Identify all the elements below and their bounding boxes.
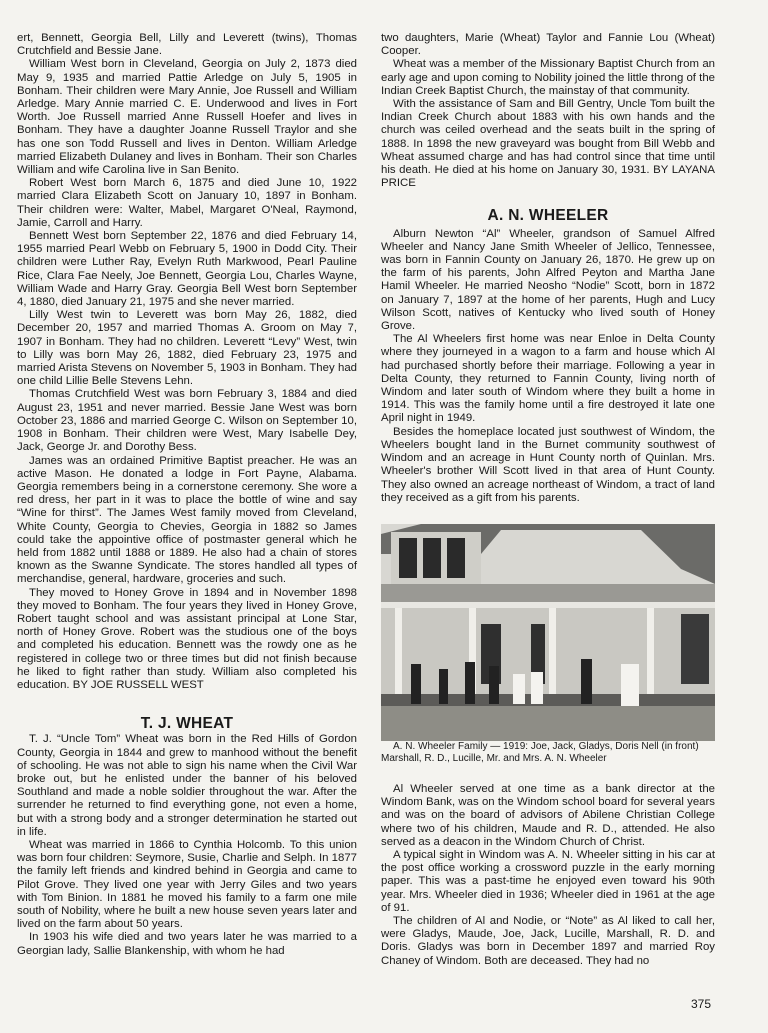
paragraph: T. J. “Uncle Tom” Wheat was born in the Red Hills of Gordon County, Georgia in 1844 and grew to manhood without the benefit of schooling. He was not able to sign his name when the Civil War broke out, but he enlisted under the banner of his beloved Southland and made a noble soldier throughout the war. After the surrender he returned to find everything gone, not even a home, but with a strong body and a stronger determination he started out in life. (17, 733, 357, 838)
section-heading: A. N. WHEELER (487, 207, 609, 225)
paragraph: Al Wheeler served at one time as a bank director at the Windom Bank, was on the Windom school board for several years and was on the board of advisors of Abilene Christian College where two of his children, Maude and R. D., attended. He also served as a deacon in the Windom Church of Christ. (381, 782, 715, 848)
paragraph: The Al Wheelers first home was near Enloe in Delta County where they journeyed in a wagon to a farm and house which Al had purchased shortly before their marriage. Following a year in Delta County, they returned to Fannin County, living north of Windom and later south of Windom where they built a home in 1914. This was the family home until a fire destroyed it late one April night in 1949. (381, 333, 715, 425)
paragraph: With the assistance of Sam and Bill Gentry, Uncle Tom built the Indian Creek Church about 1883 with his own hands and the church was ceiled overhead and the seats built in the spring of 1888. In 1898 the new graveyard was bought from Bill Webb and Wheat assumed charge and has had control since that time until his death. He died at his home on January 30, 1931. BY LAYANA PRICE (381, 98, 715, 190)
paragraph: Lilly West twin to Leverett was born May 26, 1882, died December 20, 1957 and married Thomas A. Groom on May 7, 1907 in Bonham. They had no children. Leverett “Levy” West, twin to Lilly was born May 26, 1882, died February 23, 1975 and married Arista Stevens on November 5, 1903 in Bonham. They had one child Lillie Belle Stevens Lehn. (17, 309, 357, 388)
paragraph: They moved to Honey Grove in 1894 and in November 1898 they moved to Bonham. The four years they lived in Honey Grove, Robert taught school and was assistant principal at Lone Star, north of Honey Grove. Robert was the studious one of the boys and completed his education. Bennett was the rowdy one as he registered in college two or three times but did not finish because he liked to fight rather than study. William also completed his education. BY JOE RUSSELL WEST (17, 586, 357, 691)
photo-caption: A. N. Wheeler Family — 1919: Joe, Jack, Gladys, Doris Nell (in front) Marshall, R. D., Lucille, Mr. and Mrs. A. N. Wheeler (381, 740, 699, 764)
page-number: 375 (691, 997, 712, 1011)
paragraph: Besides the homeplace located just southwest of Windom, the Wheelers bought land in the Burnet community southwest of Windom and an acreage in Hunt County north of Quinlan. Mrs. Wheeler's brother Will Scott lived in that area of Hunt County. They also owned an acreage northeast of Windom, a tract of land they received as a gift from his parents. (381, 425, 715, 504)
paragraph: two daughters, Marie (Wheat) Taylor and Fannie Lou (Wheat) Cooper. (381, 32, 715, 58)
paragraph: The children of Al and Nodie, or “Note” as Al liked to call her, were Gladys, Maude, Joe, Jack, Lucille, Marshall, R. D. and Doris. Gladys was born in December 1897 and married Roy Chaney of Windom. Both are deceased. They had no (381, 914, 715, 967)
paragraph: A typical sight in Windom was A. N. Wheeler sitting in his car at the post office working a crossword puzzle in the early morning paper. This was a past-time he enjoyed even toward his 90th year. Mrs. Wheeler died in 1936; Wheeler died in 1961 at the age of 91. (381, 848, 715, 914)
paragraph: Wheat was a member of the Missionary Baptist Church from an early age and upon coming to Nobility joined the little throng of the Indian Creek Baptist Church, the mainstay of that community. (381, 58, 715, 97)
paragraph: In 1903 his wife died and two years later he was married to a Georgian lady, Sallie Blankenship, with whom he had (17, 931, 357, 957)
paragraph: Wheat was married in 1866 to Cynthia Holcomb. To this union was born four children: Seymore, Susie, Charlie and Selph. In 1877 the family left friends and kindred behind in Georgia and came to Pilot Grove. They lived one year with Jerry Giles and two years with Tom Binion. In 1881 he moved his family to a farm one mile south of Nobility, where he built a new house seven years later and lived on the farm about 50 years. (17, 838, 358, 931)
paragraph: William West born in Cleveland, Georgia on July 2, 1873 died May 9, 1935 and married Pattie Arledge on July 5, 1905 in Bonham. Their children were Mary Annie, Joe Russell and William Arledge. Mary Annie married C. E. Underwood and lives in Fort Worth. Joe Russell married Anne Russell Hoefer and lives in Bonham. They have a daughter Joanne Russell Traylor and she has one son Todd Russell and lives in Denton. William Arledge married Elizabeth Dulaney and lives in Bonham. Their son Charles William and wife Carolina live in San Benito. (17, 58, 357, 177)
left-column (17, 32, 357, 958)
section-heading: T. J. WHEAT (140, 715, 234, 733)
paragraph: Robert West born March 6, 1875 and died June 10, 1922 married Clara Elizabeth Scott on January 10, 1897 in Bonham. Their children were: Walter, Mabel, Margaret O'Neal, Raymond, Jamie, Carroll and Harry. (17, 177, 357, 229)
paragraph: ert, Bennett, Georgia Bell, Lilly and Leverett (twins), Thomas Crutchfield and Bessie Jane. (17, 32, 357, 58)
paragraph: Alburn Newton “Al” Wheeler, grandson of Samuel Alfred Wheeler and Nancy Jane Smith Wheeler of Jellico, Tennessee, was born in Fannin County on January 26, 1870. He grew up on the farm of his parents, John Alfred Peyton and Martha Jane Hamil Wheeler. He married Neosho “Nodie” Scott, born in 1872 on January 7, 1897 at the home of her parents, Hugh and Lucy Wilson Scott, natives of Kentucky who lived south of Honey Grove. (381, 227, 715, 333)
right-column (381, 32, 715, 968)
paragraph: Thomas Crutchfield West was born February 3, 1884 and died August 23, 1951 and never married. Bessie Jane West was born October 23, 1886 and married George C. Wilson on September 10, 1908 in Bonham. Their children were West, Mary Isabelle Dey, Jack, George Jr. and Dorothy Bess. (17, 388, 357, 454)
paragraph: James was an ordained Primitive Baptist preacher. He was an active Mason. He donated a lodge in Fort Payne, Alabama. Georgia remembers being in a cornerstone ceremony. She wore a red dress, her part in it was to place the bottle of wine and say “Wine for thirst”. The James West family moved from Cleveland, White County, Georgia to Chevies, Georgia in 1882 so James could take the appointive office of postmaster general which he held from 1882 until 1888 or 1889. He also had a chain of stores known as the Swanne Syndicate. The stores handled all types of merchandise, general, hardware, groceries and such. (17, 454, 357, 586)
paragraph: Bennett West born September 22, 1876 and died February 14, 1955 married Pearl Webb on February 5, 1900 in Dodd City. Their children were Luther Ray, Evelyn Ruth Markwood, Pearl Pauline Rice, Clara Fae Neely, Joe Bennett, Georgia Lou, Charles Wayne, William Wade and Harry Gray. Georgia Bell West born September 4, 1880, died January 21, 1975 and she never married. (17, 230, 357, 309)
family-photo (381, 524, 715, 741)
